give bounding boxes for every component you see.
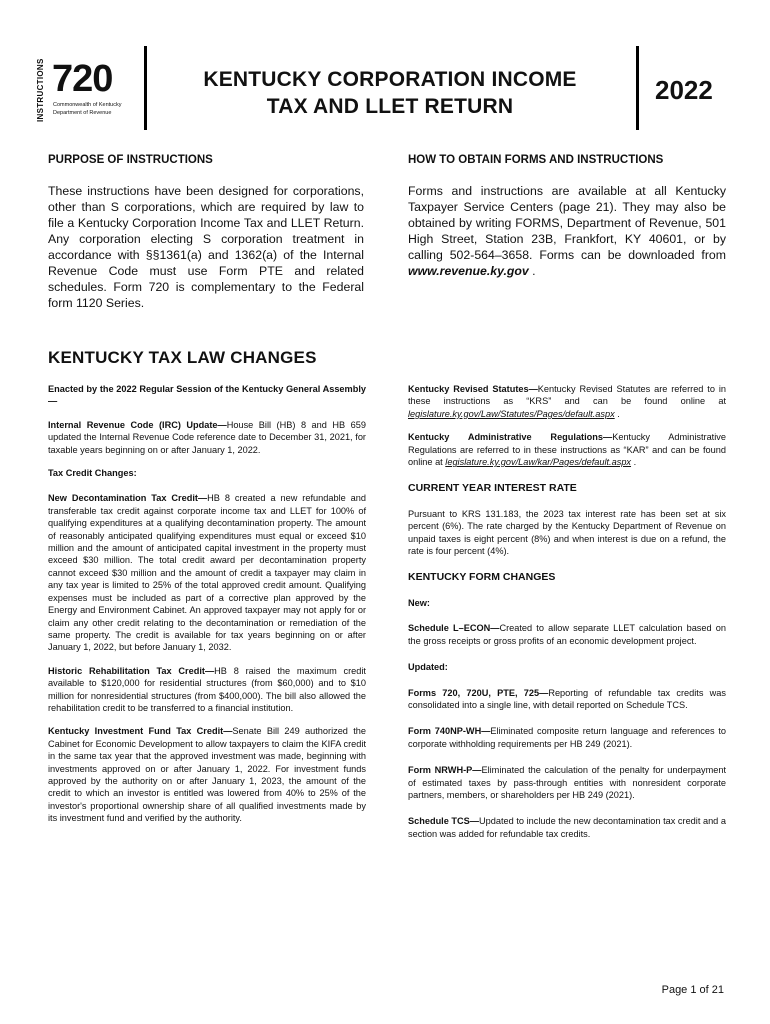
- nrwh-text: Eliminated the calculation of the penalty for underpayment of estimated taxes by pass-through entities with nonresident corporate partners, members, or shareholders per HB 249 (2021).: [408, 765, 727, 800]
- left-column: [48, 383, 366, 836]
- kar-link[interactable]: legislature.ky.gov/Law/kar/Pages/default.aspx: [445, 457, 632, 468]
- irc-text: House Bill (HB) 8 and HB 659 updated the Internal Revenue Code reference date to December 31, 2021, for taxable years beginning on or after January 1, 2022.: [48, 419, 366, 455]
- obtain-heading: HOW TO OBTAIN FORMS AND INSTRUCTIONS: [408, 154, 664, 166]
- decon-paragraph: [48, 492, 366, 653]
- obtain-text: Forms and instructions are available at all Kentucky Taxpayer Service Centers (page 21). They may also be obtained by writing FORMS, Department of Revenue, 501 High Street, Station 23B, Frankfort, KY 40601, or by calling 502-564–3658. Forms can be downloaded from: [408, 184, 726, 262]
- purpose-heading: PURPOSE OF INSTRUCTIONS: [48, 154, 213, 166]
- f740-title: Form 740NP-WH—: [408, 726, 491, 737]
- form-changes-heading: KENTUCKY FORM CHANGES: [408, 571, 556, 584]
- purpose-section: [48, 183, 364, 311]
- tax-credit-changes-heading: Tax Credit Changes:: [48, 468, 137, 479]
- kar-paragraph: [408, 431, 726, 468]
- obtain-paragraph: [408, 183, 726, 279]
- irc-title: Internal Revenue Code (IRC) Update—: [48, 419, 227, 430]
- forms-title: Forms 720, 720U, PTE, 725—: [408, 687, 549, 698]
- agency-line-1: Commonwealth of Kentucky: [53, 102, 122, 108]
- f740-paragraph: [408, 725, 726, 750]
- kar-text: Kentucky Administrative Regulations are referred to in these instructions as “KAR” and can be found online at: [408, 432, 726, 468]
- tcs-title: Schedule TCS—: [408, 816, 479, 827]
- econ-paragraph: [408, 622, 726, 647]
- vertical-instructions-label: INSTRUCTIONS: [36, 58, 45, 122]
- enacted-heading: Enacted by the 2022 Regular Session of the Kentucky General Assembly—: [48, 384, 366, 407]
- agency-name: [53, 101, 121, 117]
- page-number: Page 1 of 21: [661, 984, 724, 996]
- page-title: [160, 66, 620, 120]
- nrwh-title: Form NRWH-P—: [408, 765, 482, 776]
- forms-paragraph: [408, 687, 726, 712]
- f740-text: Eliminated composite return language and references to corporate withholding requirements per HB 249 (2021).: [408, 726, 726, 749]
- obtain-end: .: [528, 264, 536, 278]
- decon-text: HB 8 created a new refundable and transferable tax credit against corporate income tax and LLET for 100% of qualifying expenditures at a qualifying decontamination property. The amount of reasonably anticipated qualifying expenditures must equal or exceed $10 million and the amount of anticipated capital investment in the property must exceed $30 million. The total credit award per decontamination property cannot exceed $30 million and the amount of credit a taxpayer may claim in any tax year is limited to 25% of the total approved credit amount. Qualifying expenses must be included as part of a corrective plan approved by the Energy and Environment Cabinet. An approved taxpayer may not apply for or claim any other credit relating to the decontamination or remediation of the same property. The credit is available for tax years beginning on or after January 1, 2022, but before January 1, 2032.: [48, 493, 366, 653]
- econ-title: Schedule L–ECON—: [408, 623, 500, 634]
- form-number: 720: [52, 58, 113, 100]
- obtain-section: [408, 183, 726, 279]
- kar-end: .: [631, 457, 637, 468]
- historic-title: Historic Rehabilitation Tax Credit—: [48, 665, 215, 676]
- title-line-2: TAX AND LLET RETURN: [266, 95, 514, 118]
- interest-text: Pursuant to KRS 131.183, the 2023 tax interest rate has been set at six percent (6%). The rate charged by the Kentucky Department of Revenue on unpaid taxes is eight percent (8%) and when interest is due on a refund, the rate is four percent (4%).: [408, 508, 726, 557]
- krs-text: Kentucky Revised Statutes are referred to in these instructions as “KRS” and can be found online at: [408, 384, 726, 407]
- irc-paragraph: [48, 419, 366, 456]
- krs-paragraph: [408, 383, 726, 420]
- kifa-title: Kentucky Investment Fund Tax Credit—: [48, 726, 233, 737]
- header-divider-right: [636, 46, 639, 130]
- interest-heading: CURRENT YEAR INTEREST RATE: [408, 482, 577, 495]
- tcs-paragraph: [408, 815, 726, 840]
- historic-paragraph: [48, 665, 366, 715]
- tcs-text: Updated to include the new decontamination tax credit and a section was added for refundable tax credits.: [408, 816, 726, 839]
- kifa-paragraph: [48, 725, 366, 824]
- nrwh-paragraph: [408, 764, 726, 801]
- header-divider-left: [144, 46, 147, 130]
- revenue-link[interactable]: www.revenue.ky.gov: [408, 264, 529, 278]
- tax-year: 2022: [655, 75, 713, 105]
- krs-link[interactable]: legislature.ky.gov/Law/Statutes/Pages/default.aspx: [408, 408, 615, 419]
- title-line-1: KENTUCKY CORPORATION INCOME: [203, 68, 577, 91]
- decon-title: New Decontamination Tax Credit—: [48, 493, 208, 504]
- econ-text: Created to allow separate LLET calculation based on the gross receipts or gross profits of an economic development project.: [408, 623, 726, 646]
- krs-title: Kentucky Revised Statutes—: [408, 384, 538, 394]
- purpose-text: These instructions have been designed for corporations, other than S corporations, which are required by law to file a Kentucky Corporation Income Tax and LLET Return. Any corporation electing S corporation treatment in accordance with §§1361(a) and 1362(a) of the Internal Revenue Code must use Form PTE and related schedules. Form 720 is complementary to the Federal form 1120 Series.: [48, 184, 364, 310]
- right-column: [408, 383, 726, 851]
- new-label: New:: [408, 597, 430, 608]
- agency-line-2: Department of Revenue: [53, 110, 112, 116]
- kifa-text: Senate Bill 249 authorized the Cabinet for Economic Development to allow taxpayers to claim the KIFA credit in the same tax year that the approved investment was made, beginning with investments approved on or after January 1, 2022. For investment funds approved by the authority on or after January 1, 2023, the amount of the credit to which an investor is entitled was lowered from 40% to 25% of the investor's proportional ownership share of all qualified investments made by its investment fund and verified by the authority.: [48, 726, 366, 824]
- krs-end: .: [614, 408, 620, 419]
- historic-text: HB 8 raised the maximum credit available to $120,000 for residential structures (from $60,000) and to $10 million for nonresidential structures (from $400,000). The bill also allowed the rehabilitation credit to be transferred to a financial institution.: [48, 665, 366, 713]
- updated-label: Updated:: [408, 662, 448, 673]
- kar-title: Kentucky Administrative Regulations—: [408, 432, 613, 443]
- forms-text: Reporting of refundable tax credits was consolidated into a single line, with detail reported on Schedule TCS.: [408, 687, 726, 710]
- law-changes-heading: KENTUCKY TAX LAW CHANGES: [48, 348, 317, 367]
